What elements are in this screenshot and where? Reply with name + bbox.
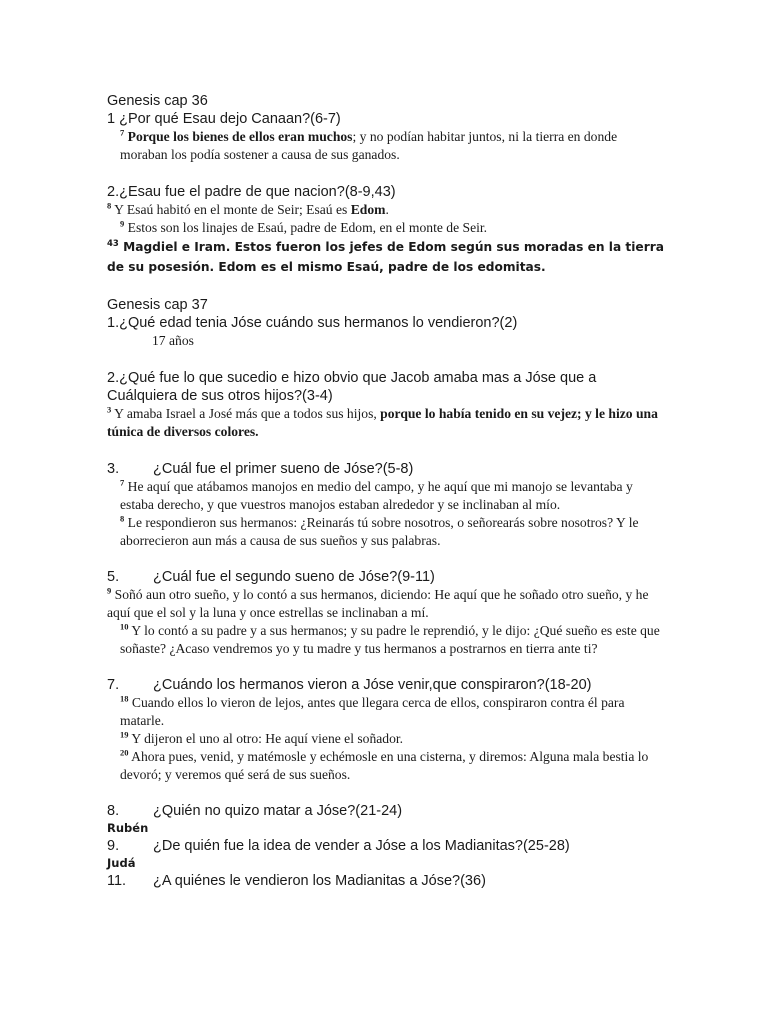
question-number: 9. xyxy=(107,838,120,854)
verse xyxy=(107,730,667,748)
verse-text: Ahora pues, venid, y matémosle y echémosle en una cisterna, y diremos: Alguna mala bestia lo devoró; y veremos qué será de sus sueños. xyxy=(120,749,649,782)
question xyxy=(107,568,667,586)
section-heading: Genesis cap 37 xyxy=(107,297,208,313)
question: 1 ¿Por qué Esau dejo Canaan?(6-7) xyxy=(107,111,341,127)
verse-text: Y amaba Israel a José más que a todos sus hijos, xyxy=(111,406,381,421)
verse-text: Le respondieron sus hermanos: ¿Reinarás tú sobre nosotros, o señorearás sobre nosotros? Y le aborrecieron aun más a causa de sus sueños y sus palabras. xyxy=(120,515,639,548)
verse-number: 3 xyxy=(107,404,112,415)
verse-number: 8 xyxy=(107,200,112,211)
question: 2.¿Esau fue el padre de que nacion?(8-9,43) xyxy=(107,184,396,200)
question-number: 8. xyxy=(107,803,120,819)
verse-number: 9 xyxy=(107,585,112,596)
verse xyxy=(107,237,667,277)
question-text: ¿Quién no quizo matar a Jóse?(21-24) xyxy=(153,803,403,819)
verse-text: Soñó aun otro sueño, y lo contó a sus hermanos, diciendo: He aquí que he soñado otro sueño, y he aquí que el sol y la luna y once estrellas se inclinaban a mí. xyxy=(107,587,649,620)
question-text: ¿A quiénes le vendieron los Madianitas a Jóse?(36) xyxy=(153,873,486,889)
verse-number: 7 xyxy=(120,127,125,138)
verse-number: 19 xyxy=(120,729,129,740)
verse-text: Y lo contó a su padre y a sus hermanos; y su padre le reprendió, y le dijo: ¿Qué sueño es este que soñaste? ¿Acaso vendremos yo y tu madre y tus hermanos a postrarnos en tierra ante ti? xyxy=(120,623,660,656)
verse xyxy=(107,128,667,164)
verse xyxy=(107,622,667,658)
question-number: 7. xyxy=(107,677,120,693)
verse-number: 43 xyxy=(107,238,119,249)
verse xyxy=(107,201,667,219)
question-text: ¿Cuándo los hermanos vieron a Jóse venir,que conspiraron?(18-20) xyxy=(153,677,592,693)
question-text: ¿Cuál fue el segundo sueno de Jóse?(9-11) xyxy=(153,569,435,585)
verse-text: Cuando ellos lo vieron de lejos, antes que llegara cerca de ellos, conspiraron contra él para matarle. xyxy=(120,695,625,728)
verse xyxy=(107,514,667,550)
verse-text: . xyxy=(385,202,389,217)
verse-number: 7 xyxy=(120,477,125,488)
verse xyxy=(107,478,667,514)
question xyxy=(107,676,667,694)
question-text: ¿Cuál fue el primer sueno de Jóse?(5-8) xyxy=(153,461,414,477)
verse xyxy=(107,405,667,441)
verse-bold: porque lo había tenido en su vejez; y le hizo una túnica de diversos colores. xyxy=(107,406,658,439)
question-number: 5. xyxy=(107,569,120,585)
question-number: 3. xyxy=(107,461,120,477)
verse xyxy=(107,219,667,237)
verse-number: 18 xyxy=(120,693,129,704)
question xyxy=(107,837,667,855)
document-page xyxy=(107,92,667,890)
answer: Rubén xyxy=(107,821,149,835)
verse-number: 20 xyxy=(120,747,129,758)
question-number: 11. xyxy=(107,873,127,889)
question xyxy=(107,460,667,478)
verse-text: Estos son los linajes de Esaú, padre de Edom, en el monte de Seir. xyxy=(124,220,488,235)
verse-text: ; y no podían habitar juntos, ni la tierra en donde moraban los podía sostener a causa de sus ganados. xyxy=(120,129,618,162)
question: 1.¿Qué edad tenia Jóse cuándo sus hermanos lo vendieron?(2) xyxy=(107,315,518,331)
verse-number: 8 xyxy=(120,513,125,524)
answer: 17 años xyxy=(152,333,194,348)
question: 2.¿Qué fue lo que sucedio e hizo obvio que Jacob amaba mas a Jóse que a Cuálquiera de sus otros hijos?(3-4) xyxy=(107,370,597,404)
verse-text: Y Esaú habitó en el monte de Seir; Esaú es xyxy=(111,202,351,217)
verse xyxy=(107,586,667,622)
verse-number: 9 xyxy=(120,218,125,229)
verse-text: Magdiel e Iram. Estos fueron los jefes de Edom según sus moradas en la tierra de su posesión. Edom es el mismo Esaú, padre de los edomitas. xyxy=(107,240,664,274)
verse-text: Y dijeron el uno al otro: He aquí viene el soñador. xyxy=(128,731,404,746)
verse-text: He aquí que atábamos manojos en medio del campo, y he aquí que mi manojo se levantaba y estaba derecho, y que vuestros manojos estaban alrededor y se inclinaban al mío. xyxy=(120,479,633,512)
verse-bold: Edom xyxy=(350,202,386,217)
question xyxy=(107,802,667,820)
question-text: ¿De quién fue la idea de vender a Jóse a los Madianitas?(25-28) xyxy=(153,838,570,854)
verse-number: 10 xyxy=(120,621,129,632)
verse-bold: Porque los bienes de ellos eran muchos xyxy=(127,129,353,144)
verse xyxy=(107,748,667,784)
section-heading: Genesis cap 36 xyxy=(107,93,208,109)
verse xyxy=(107,694,667,730)
answer: Judá xyxy=(107,856,136,870)
question xyxy=(107,872,667,890)
